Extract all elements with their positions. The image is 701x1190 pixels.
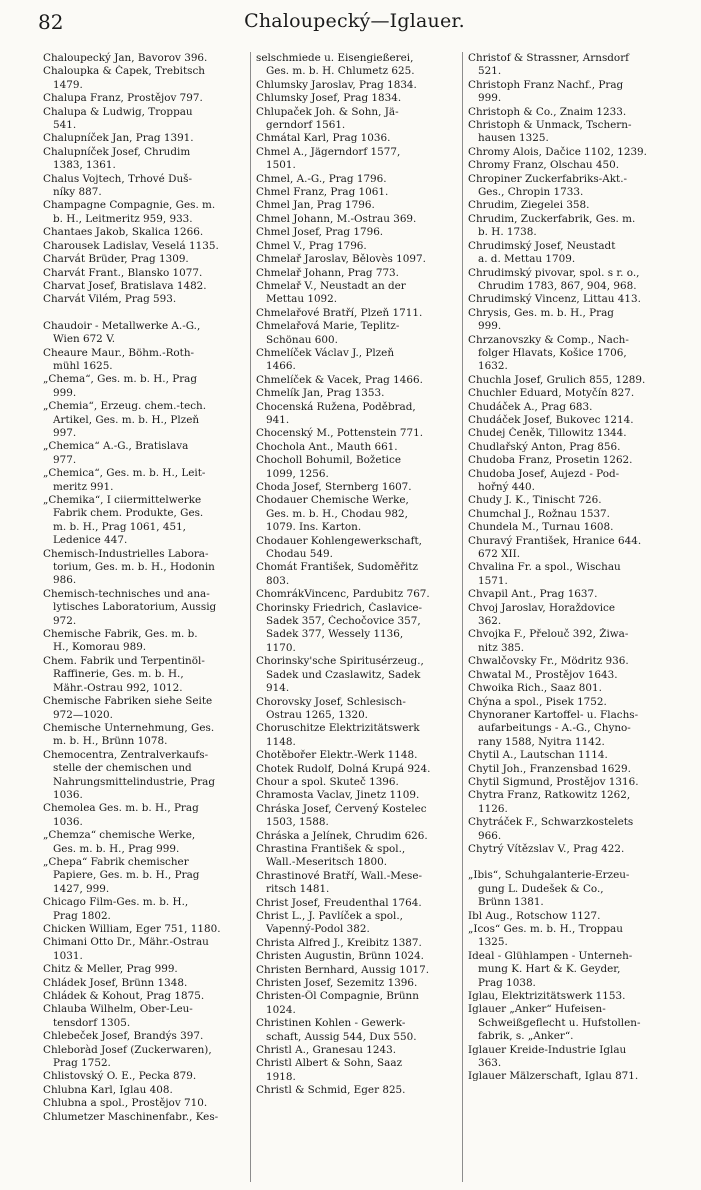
directory-entry-line: Chudej Čeněk, Tillowitz 1344. (468, 427, 627, 440)
directory-entry-line: Chrudim 1783, 867, 904, 968. (478, 279, 637, 292)
directory-entry-line: Chlupaček Joh. & Sohn, Jä- (256, 105, 399, 118)
directory-entry-line: Chmelíček & Vacek, Prag 1466. (256, 373, 423, 386)
directory-entry-line: Churavý František, Hranice 644. (468, 534, 642, 547)
directory-entry-line: Christa Alfred J., Kreibitz 1387. (256, 936, 422, 949)
directory-entry-line: mühl 1625. (53, 359, 113, 372)
directory-entry-line: hausen 1325. (478, 132, 549, 145)
directory-entry-line: Chorovsky Josef, Schlesisch- (256, 695, 406, 708)
directory-entry-line: Chodauer Kohlengewerkschaft, (256, 534, 422, 547)
directory-entry-line: folger Hlavats, Košice 1706, (478, 346, 627, 359)
directory-entry-line: Papiere, Ges. m. b. H., Prag (53, 869, 200, 882)
directory-entry-line: torium, Ges. m. b. H., Hodonin (53, 561, 215, 574)
directory-entry-line: Chytrý Vítězslav V., Prag 422. (468, 842, 625, 855)
directory-entry-line: Chmel A., Jägerndorf 1577, (256, 145, 401, 158)
directory-entry-line: Charousek Ladislav, Veselá 1135. (43, 239, 219, 252)
directory-entry-line: Chaloupka & Čapek, Trebitsch (43, 65, 205, 78)
directory-entry-line: Chmel Jan, Prag 1796. (256, 199, 375, 212)
directory-entry-line: Sadek 357, Čechočovice 357, (266, 615, 421, 628)
directory-entry-line: Chudoba Franz, Prosetin 1262. (468, 454, 633, 467)
directory-entry-line: Chládek Josef, Brünn 1348. (43, 976, 188, 989)
directory-entry-line: lytisches Laboratorium, Aussig (53, 601, 217, 614)
directory-entry-line: Prag 1802. (53, 909, 111, 922)
directory-entry-line: Charvát Vilém, Prag 593. (43, 293, 177, 306)
section-gap (468, 856, 669, 869)
directory-entry-line: Chimani Otto Dr., Mähr.-Ostrau (43, 936, 209, 949)
directory-entry-line: 977. (53, 453, 77, 466)
directory-entry-line: 521. (478, 65, 502, 78)
directory-entry-line: 1079. Ins. Karton. (266, 521, 362, 534)
directory-entry-line: Chaudoir - Metallwerke A.-G., (43, 319, 201, 332)
directory-entry-line: Schweißgeflecht u. Hufstollen- (478, 1016, 641, 1029)
directory-entry-line: Iglauer Kreide-Industrie Iglau (468, 1043, 627, 1056)
directory-entry-line: meritz 991. (53, 480, 114, 493)
directory-entry-line: Chramosta Vaclav, Jinetz 1109. (256, 789, 420, 802)
directory-entry-line: Chmel V., Prag 1796. (256, 239, 367, 252)
directory-entry-line: 1036. (53, 815, 83, 828)
directory-entry-line: Chwalčovsky Fr., Mödritz 936. (468, 655, 629, 668)
directory-entry-line: 672 XII. (478, 548, 521, 561)
directory-entry-line: Artikel, Ges. m. b. H., Plzeň (53, 413, 200, 426)
directory-entry-line: Christen-Öl Compagnie, Brünn (256, 990, 419, 1003)
directory-entry-line: „Chepa“ Fabrik chemischer (43, 855, 189, 868)
directory-entry-line: Chocenská Ružena, Poděbrad, (256, 400, 416, 413)
directory-entry-line: 986. (53, 574, 77, 587)
directory-entry-line: Chládek & Kohout, Prag 1875. (43, 990, 205, 1003)
directory-entry-line: Chodauer Chemische Werke, (256, 494, 409, 507)
directory-entry-line: Chudy J. K., Tinischt 726. (468, 494, 602, 507)
directory-entry-line: Choruschitze Elektrizitätswerk (256, 722, 420, 735)
directory-entry-line: Chytráček F., Schwarzkostelets (468, 816, 634, 829)
directory-entry-line: 941. (266, 413, 290, 426)
directory-entry-line: Christof & Strassner, Arnsdorf (468, 52, 630, 64)
directory-entry-line: Chrudimský Josef, Neustadt (468, 239, 616, 252)
directory-entry-line: Chvojka F., Přelouč 392, Žiwa- (468, 628, 629, 641)
directory-entry-line: 1503, 1588. (266, 816, 329, 829)
directory-entry-line: Raffinerie, Ges. m. b. H., (53, 668, 184, 681)
directory-entry-line: b. H. 1738. (478, 226, 537, 239)
directory-entry-line: Chlubna a spol., Prostějov 710. (43, 1097, 208, 1110)
directory-entry-line: m. b. H., Prag 1061, 451, (53, 520, 186, 533)
directory-entry-line: Christoph Franz Nachf., Prag (468, 78, 624, 91)
directory-entry-line: Chrastinové Bratří, Wall.-Mese- (256, 869, 422, 882)
directory-entry-line: Chmel Josef, Prag 1796. (256, 226, 384, 239)
directory-entry-line: Chorinsky Friedrich, Časlavice- (256, 601, 423, 614)
directory-entry-line: a. d. Mettau 1709. (478, 253, 576, 266)
directory-entry-line: 1918. (266, 1070, 296, 1083)
directory-entry-line: Chmátal Karl, Prag 1036. (256, 132, 391, 145)
directory-entry-line: Chodau 549. (266, 548, 333, 561)
directory-entry-line: „Chemica“, Ges. m. b. H., Leit- (43, 467, 206, 480)
directory-entry-line: Ledenice 447. (53, 534, 128, 547)
directory-entry-line: Chropiner Zuckerfabriks-Akt.- (468, 172, 628, 185)
directory-entry-line: 803. (266, 574, 290, 587)
directory-entry-line: „Icos“ Ges. m. b. H., Troppau (468, 923, 623, 935)
directory-entry-line: Chemocentra, Zentralverkaufs- (43, 748, 209, 761)
directory-entry-line: Chmel, A.-G., Prag 1796. (256, 172, 387, 185)
directory-columns (38, 52, 674, 1182)
directory-entry-line: „Chema“, Ges. m. b. H., Prag (43, 373, 198, 386)
directory-entry-line: aufarbeitungs - A.-G., Chyno- (478, 722, 631, 735)
directory-entry-line: Chlumsky Jaroslav, Prag 1834. (256, 78, 417, 91)
directory-entry-line: Schönau 600. (266, 333, 338, 346)
directory-entry-line: Charvát Frant., Blansko 1077. (43, 266, 203, 279)
directory-entry-line: Chynoraner Kartoffel- u. Flachs- (468, 708, 639, 721)
directory-entry-line: Ostrau 1265, 1320. (266, 708, 368, 721)
directory-entry-line: Chmel Johann, M.-Ostrau 369. (256, 212, 417, 225)
directory-entry-line: Chalupníček Josef, Chrudim (43, 145, 191, 158)
directory-entry-line: Chour a spol. Skuteč 1396. (256, 775, 399, 788)
directory-entry-line: Wien 672 V. (53, 333, 116, 346)
directory-entry-line: Chotek Rudolf, Dolná Krupá 924. (256, 762, 431, 775)
directory-entry-line: Chitz & Meller, Prag 999. (43, 963, 178, 976)
directory-entry-line: Chemische Fabriken siehe Seite (43, 695, 213, 708)
page-number: 82 (38, 10, 64, 34)
directory-entry-line: Christoph & Co., Znaim 1233. (468, 105, 627, 118)
directory-entry-line: 966. (478, 829, 502, 842)
directory-entry-line: Chudáček A., Prag 683. (468, 400, 593, 413)
directory-entry-line: Iglau, Elektrizitätswerk 1153. (468, 990, 626, 1003)
directory-entry-line: 1479. (53, 78, 83, 91)
directory-entry-line: Iglauer Mälzerschaft, Iglau 871. (468, 1070, 639, 1083)
directory-entry-line: gerndorf 1561. (266, 119, 346, 132)
directory-entry-line: Sadek und Czaslawitz, Sadek (266, 668, 421, 681)
directory-entry-line: Christen Augustin, Brünn 1024. (256, 950, 424, 963)
running-head: Chaloupecký—Iglauer. (244, 10, 465, 32)
directory-entry-line: 1466. (266, 360, 296, 373)
directory-entry-line: 541. (53, 119, 77, 132)
directory-entry-line: 1148. (266, 735, 296, 748)
directory-entry-line: Chuchla Josef, Grulich 855, 1289. (468, 373, 646, 386)
directory-entry-line: 1632. (478, 360, 508, 373)
directory-entry-line: Chemisch-Industrielles Labora- (43, 547, 209, 560)
directory-entry-line: Chvalina Fr. a spol., Wischau (468, 561, 621, 574)
directory-entry-line: Chvoj Jaroslav, Horaždovice (468, 601, 615, 614)
directory-entry-line: Brünn 1381. (478, 896, 544, 909)
directory-entry-line: Chytil Sigmund, Prostějov 1316. (468, 775, 639, 788)
directory-entry-line: Chrudim, Zuckerfabrik, Ges. m. (468, 212, 636, 225)
directory-entry-line: 363. (478, 1057, 502, 1070)
directory-entry-line: Chocenský M., Pottenstein 771. (256, 427, 424, 440)
directory-entry-line: Chochola Ant., Mauth 661. (256, 440, 398, 453)
directory-entry-line: Chrudimský Vincenz, Littau 413. (468, 293, 641, 306)
directory-entry-line: Christ Josef, Freudenthal 1764. (256, 896, 422, 909)
directory-entry-line: H., Komorau 989. (53, 641, 147, 654)
directory-entry-line: Chem. Fabrik und Terpentinöl- (43, 654, 205, 667)
directory-entry-line: 1571. (478, 574, 508, 587)
directory-entry-line: níky 887. (53, 186, 102, 199)
directory-entry-line: Chromy Franz, Olschau 450. (468, 159, 620, 172)
directory-entry-line: Chotěbořer Elektr.-Werk 1148. (256, 749, 418, 762)
directory-entry-line: 1427, 999. (53, 882, 110, 895)
directory-entry-line: Chlubna Karl, Iglau 408. (43, 1083, 173, 1096)
directory-column-2 (250, 52, 462, 1182)
directory-entry-line: Chmelař Jaroslav, Bělovès 1097. (256, 253, 426, 266)
directory-entry-line: Chmelař Johann, Prag 773. (256, 266, 399, 279)
directory-entry-line: Chorinsky'sche Spiritusérzeug., (256, 655, 424, 668)
directory-entry-line: Chleboràd Josef (Zuckerwaren), (43, 1043, 212, 1056)
directory-entry-line: Nahrungsmittelindustrie, Prag (53, 775, 216, 788)
directory-entry-line: Christen Bernhard, Aussig 1017. (256, 963, 430, 976)
directory-entry-line: ritsch 1481. (266, 883, 330, 896)
directory-entry-line: 1126. (478, 802, 508, 815)
directory-entry-line: Chrudim, Ziegelei 358. (468, 199, 590, 212)
directory-entry-line: Chicago Film-Ges. m. b. H., (43, 896, 189, 909)
directory-entry-line: 1325. (478, 936, 508, 949)
directory-entry-line: 999. (478, 92, 502, 105)
directory-entry-line: Champagne Compagnie, Ges. m. (43, 199, 216, 212)
directory-entry-line: Chlumsky Josef, Prag 1834. (256, 92, 402, 105)
directory-entry-line: Chalus Vojtech, Trhové Duš- (43, 172, 192, 185)
directory-entry-line: Chrzanovszky & Comp., Nach- (468, 333, 629, 346)
directory-entry-line: Ges. m. b. H., Prag 999. (53, 842, 180, 855)
directory-entry-line: Chantaes Jakob, Skalica 1266. (43, 226, 204, 239)
directory-entry-line: Chwoika Rich., Saaz 801. (468, 682, 602, 695)
directory-entry-line: 914. (266, 682, 290, 695)
directory-entry-line: 999. (478, 320, 502, 333)
directory-entry-line: Charvát Brüder, Prag 1309. (43, 253, 189, 266)
directory-entry-line: 1383, 1361. (53, 159, 116, 172)
directory-entry-line: Prag 1752. (53, 1057, 111, 1070)
directory-entry-line: 999. (53, 386, 77, 399)
directory-entry-line: Chlebeček Josef, Brandýs 397. (43, 1030, 204, 1043)
directory-entry-line: Chráska Josef, Červený Kostelec (256, 802, 427, 815)
directory-entry-line: Chumchal J., Rožnau 1537. (468, 507, 610, 520)
directory-entry-line: m. b. H., Brünn 1078. (53, 735, 168, 748)
directory-entry-line: Chlauba Wilhelm, Ober-Leu- (43, 1003, 193, 1016)
directory-entry-line: Chýna a spol., Pisek 1752. (468, 695, 607, 708)
directory-entry-line: 997. (53, 426, 77, 439)
directory-entry-line: Ibl Aug., Rotschow 1127. (468, 909, 601, 922)
directory-entry-line: Christoph & Unmack, Tschern- (468, 119, 632, 132)
directory-entry-line: fabrik, s. „Anker“. (478, 1030, 574, 1043)
directory-entry-line: Mähr.-Ostrau 992, 1012. (53, 681, 183, 694)
directory-entry-line: schaft, Aussig 544, Dux 550. (266, 1030, 417, 1043)
directory-entry-line: b. H., Leitmeritz 959, 933. (53, 212, 193, 225)
directory-entry-line: Chemisch-technisches und ana- (43, 587, 210, 600)
directory-entry-line: „Chemza“ chemische Werke, (43, 829, 196, 842)
directory-entry-line: Chytil Joh., Franzensbad 1629. (468, 762, 631, 775)
directory-entry-line: Chalupa & Ludwig, Troppau (43, 105, 193, 118)
directory-entry-line: hořný 440. (478, 481, 535, 493)
directory-entry-line: Chmelařové Bratří, Plzeň 1711. (256, 306, 423, 319)
directory-entry-line: Chalupa Franz, Prostějov 797. (43, 92, 203, 105)
directory-entry-line: Chemolea Ges. m. b. H., Prag (43, 802, 199, 815)
directory-entry-line: selschmiede u. Eisengießerei, (256, 52, 414, 64)
directory-entry-line: Chundela M., Turnau 1608. (468, 521, 614, 534)
directory-entry-line: 1170. (266, 641, 296, 654)
directory-entry-line: mung K. Hart & K. Geyder, (478, 963, 621, 976)
directory-entry-line: Chytra Franz, Ratkowitz 1262, (468, 789, 631, 802)
directory-entry-line: Cheaure Maur., Böhm.-Roth- (43, 346, 195, 359)
directory-entry-line: tensdorf 1305. (53, 1016, 131, 1029)
directory-entry-line: Chmelíček Václav J., Plzeň (256, 346, 395, 359)
directory-entry-line: Charvat Josef, Bratislava 1482. (43, 279, 207, 292)
directory-entry-line: „Chemia“, Erzeug. chem.-tech. (43, 400, 207, 413)
directory-entry-line: „Chemica“ A.-G., Bratislava (43, 440, 189, 453)
directory-entry-line: Chlistovský O. E., Pecka 879. (43, 1070, 197, 1083)
directory-entry-line: Chocholl Bohumil, Božetice (256, 454, 401, 467)
directory-entry-line: Christl Albert & Sohn, Saaz (256, 1057, 403, 1070)
directory-entry-line: Chudoba Josef, Aujezd - Pod- (468, 467, 620, 480)
directory-entry-line: Vapenný-Podol 382. (266, 923, 370, 936)
directory-entry-line: Chrudimský pivovar, spol. s r. o., (468, 266, 640, 279)
directory-entry-line: gung L. Dudešek & Co., (478, 882, 604, 895)
directory-entry-line: ChomrákVincenc, Pardubitz 767. (256, 588, 430, 601)
directory-entry-line: 1501. (266, 159, 296, 172)
directory-entry-line: Mettau 1092. (266, 293, 338, 306)
directory-entry-line: 1099, 1256. (266, 467, 329, 480)
directory-entry-line: stelle der chemischen und (53, 762, 192, 775)
directory-entry-line: rany 1588, Nyitra 1142. (478, 735, 605, 748)
directory-entry-line: Chaloupecký Jan, Bavorov 396. (43, 52, 208, 64)
directory-entry-line: Ges., Chropin 1733. (478, 186, 584, 199)
directory-entry-line: Chvapil Ant., Prag 1637. (468, 588, 598, 601)
directory-entry-line: Chudlařský Anton, Prag 856. (468, 440, 621, 453)
directory-entry-line: Chmelík Jan, Prag 1353. (256, 387, 385, 400)
directory-entry-line: Christinen Kohlen - Gewerk- (256, 1017, 406, 1030)
directory-entry-line: Chromy Alois, Dačice 1102, 1239. (468, 145, 647, 158)
directory-entry-line: Christ L., J. Pavlíček a spol., (256, 910, 403, 922)
directory-entry-line: 972—1020. (53, 708, 113, 721)
directory-entry-line: Fabrik chem. Produkte, Ges. (53, 507, 204, 520)
directory-entry-line: Sadek 377, Wessely 1136, (266, 628, 404, 641)
directory-entry-line: Chuchler Eduard, Motyčín 827. (468, 387, 635, 400)
directory-entry-line: Iglauer „Anker“ Hufeisen- (468, 1003, 606, 1016)
directory-entry-line: Chmel Franz, Prag 1061. (256, 186, 389, 199)
directory-entry-line: „Chemika“, I ciiermittelwerke (43, 494, 202, 506)
directory-entry-line: Christen Josef, Sezemitz 1396. (256, 977, 418, 990)
directory-entry-line: Chemische Fabrik, Ges. m. b. (43, 628, 198, 641)
directory-entry-line: 362. (478, 615, 502, 628)
page-header (38, 10, 671, 36)
directory-entry-line: Wall.-Meseritsch 1800. (266, 856, 388, 869)
section-gap (43, 307, 245, 320)
directory-entry-line: Chmelařová Marie, Teplitz- (256, 320, 400, 333)
directory-entry-line: Ges. m. b. H. Chlumetz 625. (266, 65, 415, 78)
directory-entry-line: Chlumetzer Maschinenfabr., Kes- (43, 1110, 219, 1123)
directory-entry-line: 1031. (53, 949, 83, 962)
directory-entry-line: Chráska a Jelínek, Chrudim 626. (256, 829, 428, 842)
directory-entry-line: Prag 1038. (478, 976, 536, 989)
directory-entry-line: Chicken William, Eger 751, 1180. (43, 923, 221, 935)
directory-entry-line: Choda Josef, Sternberg 1607. (256, 481, 412, 493)
directory-entry-line: Ideal - Glühlampen - Unterneh- (468, 949, 633, 962)
directory-entry-line: Christl & Schmid, Eger 825. (256, 1084, 406, 1097)
directory-column-1 (38, 52, 250, 1182)
directory-entry-line: Chudáček Josef, Bukovec 1214. (468, 413, 634, 426)
directory-entry-line: 972. (53, 614, 77, 627)
directory-entry-line: Chrysis, Ges. m. b. H., Prag (468, 306, 614, 319)
directory-entry-line: Chmelař V., Neustadt an der (256, 279, 406, 292)
directory-entry-line: „Ibis“, Schuhgalanterie-Erzeu- (468, 869, 630, 882)
directory-entry-line: Chomát František, Sudoměřitz (256, 561, 419, 574)
directory-entry-line: 1036. (53, 788, 83, 801)
directory-entry-line: Chrastina František & spol., (256, 842, 406, 855)
directory-entry-line: Chemische Unternehmung, Ges. (43, 721, 215, 734)
directory-entry-line: Chytil A., Lautschan 1114. (468, 749, 608, 762)
directory-entry-line: 1024. (266, 1003, 296, 1016)
directory-entry-line: Chalupníček Jan, Prag 1391. (43, 132, 194, 145)
directory-entry-line: Ges. m. b. H., Chodau 982, (266, 507, 408, 520)
directory-entry-line: Chwatal M., Prostějov 1643. (468, 668, 618, 681)
directory-entry-line: Christl A., Granesau 1243. (256, 1044, 397, 1057)
directory-column-3 (462, 52, 674, 1182)
directory-entry-line: nitz 385. (478, 641, 525, 654)
